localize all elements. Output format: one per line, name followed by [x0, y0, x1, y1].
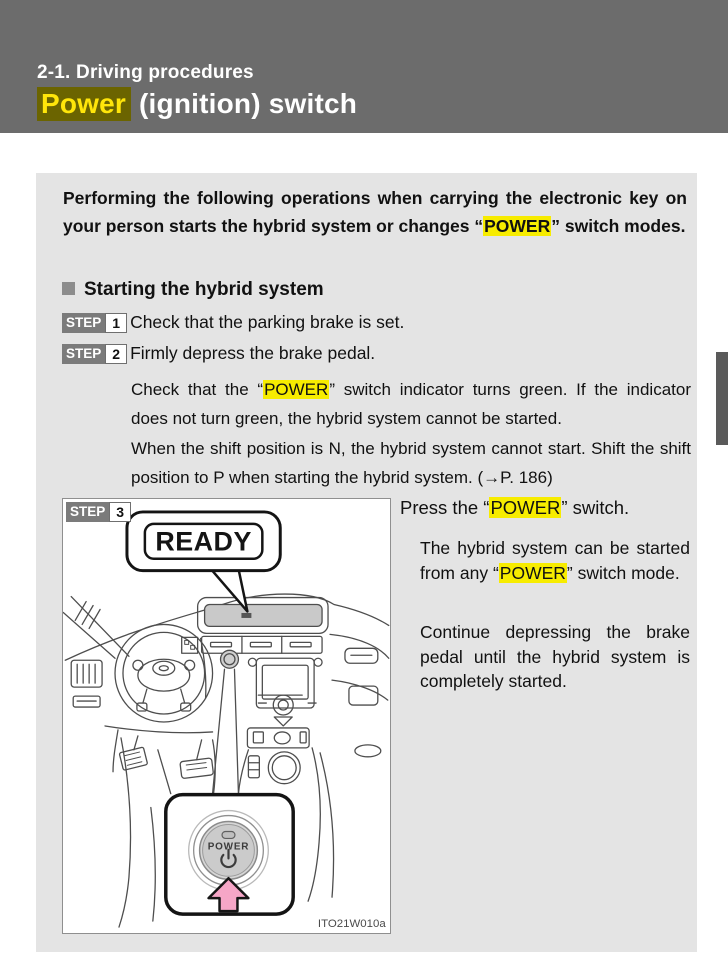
step-2-row — [62, 343, 375, 364]
note-shift-position: When the shift position is N, the hybrid system cannot start. Shift the shift position to P when starting the hybrid system. (→P. 186) — [131, 439, 691, 487]
note-indicator-post: ” switch indicator turns green. If the indicator does not turn green, the hybrid system cannot be started. — [131, 380, 691, 428]
step-3-highlight: POWER — [490, 497, 561, 518]
intro-text-pre: Performing the following operations when carrying the electronic key on your person starts the hybrid system or changes “ — [63, 188, 687, 236]
note-indicator — [131, 375, 691, 433]
figure-power-switch — [62, 498, 391, 934]
step-3-detail-2: Continue depressing the brake pedal until the hybrid system is completely started. — [420, 622, 690, 691]
power-indicator-lamp — [222, 831, 235, 838]
step-1-row — [62, 312, 404, 333]
step-3-text-pre: Press the “ — [400, 497, 490, 518]
title-rest: (ignition) switch — [131, 88, 358, 119]
page-title — [37, 88, 357, 120]
step-2-badge — [62, 344, 127, 364]
breadcrumb: 2-1. Driving procedures — [37, 62, 254, 83]
page-header — [0, 0, 728, 133]
step-1-text: Check that the parking brake is set. — [130, 312, 405, 332]
square-bullet-icon — [62, 282, 75, 295]
detail-1-pre: The hybrid system can be started from any “ — [420, 538, 690, 583]
step-1-badge — [62, 313, 127, 333]
step-3-number: 3 — [109, 502, 131, 522]
step-3-badge — [66, 502, 131, 522]
step-3-detail-1 — [420, 536, 690, 585]
power-button — [200, 822, 258, 880]
step-badge-label: STEP — [62, 344, 105, 364]
step-3-instruction — [400, 497, 700, 519]
intro-text-post: ” switch modes. — [551, 216, 686, 236]
step-1-number: 1 — [105, 313, 127, 333]
step-badge-label: STEP — [62, 313, 105, 333]
step-3-text-post: ” switch. — [561, 497, 630, 518]
note-indicator-highlight: POWER — [264, 380, 329, 399]
dashboard-illustration — [63, 499, 390, 933]
detail-1-post: ” switch mode. — [566, 562, 680, 583]
step-2-number: 2 — [105, 344, 127, 364]
content-panel — [36, 173, 697, 952]
step-2-text: Firmly depress the brake pedal. — [130, 343, 376, 363]
power-button-label: POWER — [207, 841, 250, 853]
intro-highlight-power: POWER — [484, 216, 551, 236]
power-switch-magnifier — [166, 795, 293, 914]
ready-label: READY — [155, 526, 252, 557]
section-heading — [62, 279, 324, 301]
note-indicator-pre: Check that the “ — [131, 380, 264, 399]
title-highlighted-word: Power — [37, 87, 131, 121]
section-heading-label: Starting the hybrid system — [84, 279, 324, 300]
figure-caption: ITO21W010a — [317, 918, 386, 931]
intro-paragraph — [63, 184, 687, 240]
step-badge-label: STEP — [66, 502, 109, 522]
chapter-edge-tab — [716, 352, 728, 445]
detail-1-highlight: POWER — [499, 562, 566, 583]
